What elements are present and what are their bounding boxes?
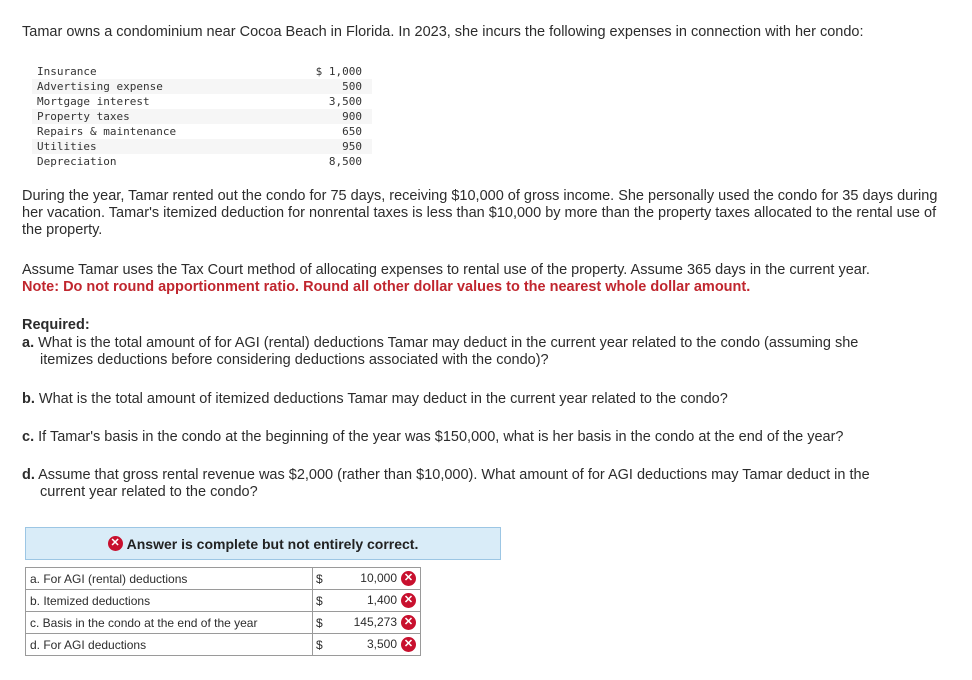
answer-label: c. Basis in the condo at the end of the year [26,612,313,634]
question-text: If Tamar's basis in the condo at the beginning of the year was $150,000, what is her basis in the condo at the end of the year? [38,429,844,445]
expense-label: Property taxes [32,109,270,124]
x-circle-icon: ✕ [108,536,123,551]
x-circle-icon: ✕ [401,615,416,630]
expense-row [32,109,372,124]
question-text: Assume that gross rental revenue was $2,000 (rather than $10,000). What amount of for AGI deductions may Tamar deduct in the [38,467,870,483]
answer-status-banner [25,527,501,560]
question-letter: a. [22,335,35,351]
x-circle-icon: ✕ [401,593,416,608]
expense-row [32,79,372,94]
answer-status-text: Answer is complete but not entirely correct. [126,535,419,552]
expense-label: Advertising expense [32,79,270,94]
expense-amount: 650 [342,125,362,138]
expense-label: Insurance [37,65,97,78]
rental-facts-paragraph: During the year, Tamar rented out the condo for 75 days, receiving $10,000 of gross income. She personally used the condo for 35 days during her vacation. Tamar's itemized deduction for nonrental taxes is less than $10,000 by more than the property taxes allocated to the rental use of the property. [22,188,938,238]
required-heading: Required: [22,317,90,333]
expense-amount: 900 [270,109,372,124]
expense-row [32,154,372,169]
problem-intro: Tamar owns a condominium near Cocoa Beach in Florida. In 2023, she incurs the following expenses in connection with her condo: [22,24,864,40]
expense-amount: 8,500 [328,155,362,168]
answer-row [26,634,421,656]
currency-symbol: $ [313,590,337,612]
answer-row [26,590,421,612]
expense-label: Utilities [32,139,270,154]
expense-label: Depreciation [37,155,117,168]
expense-amount: 3,500 [328,95,362,108]
answer-input[interactable] [336,612,421,634]
currency-symbol: $ [313,568,337,590]
expense-label: Mortgage interest [37,95,150,108]
expense-row [32,94,372,109]
expense-amount: $ 1,000 [315,65,362,78]
answer-value: 10,000 [360,570,397,585]
x-circle-icon: ✕ [401,571,416,586]
expense-row [32,124,372,139]
answer-label: b. Itemized deductions [26,590,313,612]
x-circle-icon: ✕ [401,637,416,652]
question-letter: d. [22,467,35,483]
answer-input[interactable] [336,568,421,590]
answer-value: 3,500 [366,636,397,651]
answer-value: 1,400 [366,592,397,607]
assumption-text: Assume Tamar uses the Tax Court method of allocating expenses to rental use of the property. Assume 365 days in the current year. [22,262,870,278]
question-a [22,335,947,369]
question-text-cont: current year related to the condo? [40,484,258,500]
question-letter: c. [22,429,35,445]
assumption-paragraph [22,262,942,296]
question-c [22,429,947,446]
currency-symbol: $ [313,634,337,656]
answer-row [26,568,421,590]
question-text: What is the total amount of itemized deductions Tamar may deduct in the current year related to the condo? [38,391,728,407]
answer-table [25,567,421,656]
answer-input[interactable] [336,590,421,612]
rounding-note: Note: Do not round apportionment ratio. Round all other dollar values to the nearest whole dollar amount. [22,279,751,295]
question-d [22,467,947,501]
currency-symbol: $ [313,612,337,634]
answer-value: 145,273 [353,614,397,629]
expense-amount: 950 [270,139,372,154]
expense-amount: 500 [270,79,372,94]
answer-row [26,612,421,634]
expense-row [32,64,372,79]
answer-label: a. For AGI (rental) deductions [26,568,313,590]
answer-input[interactable] [336,634,421,656]
expense-label: Repairs & maintenance [37,125,177,138]
question-text-cont: itemizes deductions before considering deductions associated with the condo)? [40,352,549,368]
expenses-table [32,64,372,169]
question-b [22,391,947,408]
question-letter: b. [22,391,35,407]
question-text: What is the total amount of for AGI (rental) deductions Tamar may deduct in the current year related to the condo (assuming she [38,335,859,351]
expense-row [32,139,372,154]
answer-label: d. For AGI deductions [26,634,313,656]
